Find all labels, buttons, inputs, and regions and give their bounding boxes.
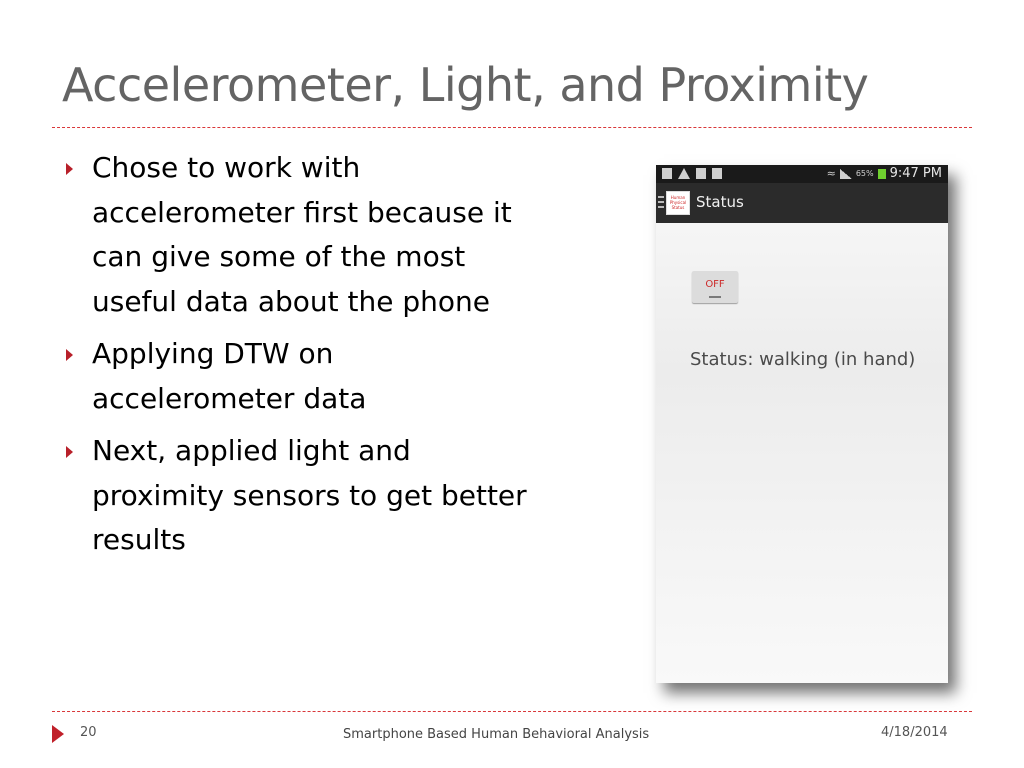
signal-icon <box>840 169 852 179</box>
bullet-item <box>62 146 532 324</box>
battery-percent: 65% <box>855 169 874 178</box>
document-notification-icon <box>712 168 722 179</box>
bullet-item <box>62 332 532 421</box>
footer-divider <box>52 711 972 712</box>
app-logo-text: Human Physical Status <box>669 195 687 210</box>
slide-title: Accelerometer, Light, and Proximity <box>62 58 869 112</box>
app-title: Status <box>696 193 744 211</box>
bullet-text: Applying DTW on accelerometer data <box>92 337 367 415</box>
image-notification-icon <box>662 168 672 179</box>
phone-screenshot <box>656 165 948 683</box>
bullet-text: Chose to work with accelerometer first because it can give some of the most useful data about the phone <box>92 151 512 318</box>
wifi-icon: ≈ <box>826 167 836 180</box>
footer-title: Smartphone Based Human Behavioral Analysis <box>343 727 650 742</box>
footer-date: 4/18/2014 <box>881 725 948 740</box>
title-divider <box>52 127 972 128</box>
bullet-arrow-icon <box>66 446 73 458</box>
toggle-label: OFF <box>705 279 725 290</box>
battery-icon <box>878 169 886 179</box>
tracking-toggle-button[interactable] <box>692 271 738 303</box>
app-action-bar <box>656 183 948 223</box>
app-logo-icon[interactable] <box>666 191 690 215</box>
activity-status-text: Status: walking (in hand) <box>690 349 916 370</box>
phone-status-bar <box>656 165 948 183</box>
footer-triangle-icon <box>52 725 64 743</box>
toggle-indicator <box>709 296 721 298</box>
bullet-arrow-icon <box>66 163 73 175</box>
bullet-arrow-icon <box>66 349 73 361</box>
bullet-item <box>62 429 532 563</box>
page-number: 20 <box>80 725 97 740</box>
menu-notification-icon <box>696 168 706 179</box>
bullet-list <box>62 146 532 571</box>
clock: 9:47 PM <box>889 166 942 181</box>
warning-icon <box>678 168 690 179</box>
bullet-text: Next, applied light and proximity sensors to get better results <box>92 434 527 556</box>
menu-icon[interactable] <box>658 196 664 208</box>
